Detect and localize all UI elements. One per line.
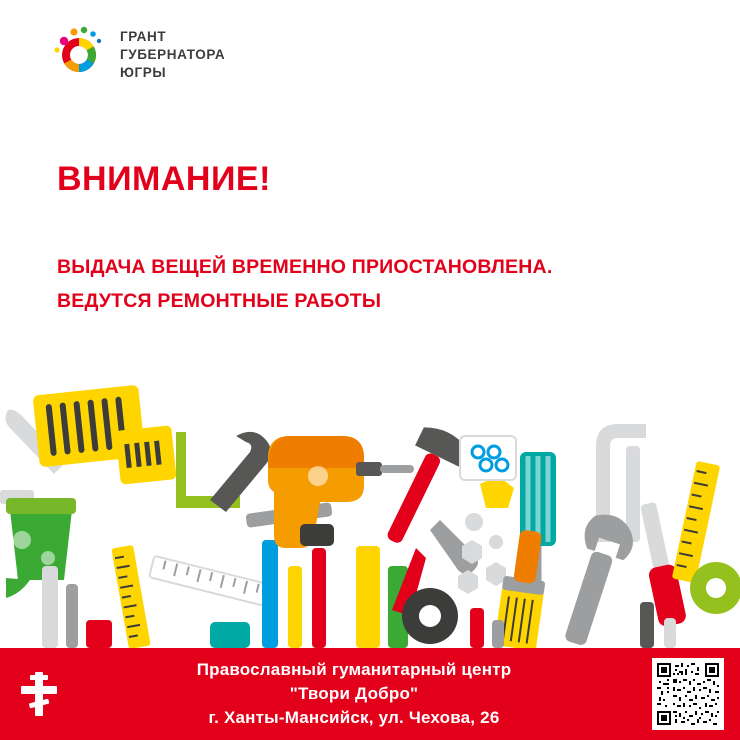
footer-bar — [0, 648, 740, 740]
footer-text — [78, 658, 740, 730]
orthodox-cross-icon — [0, 668, 78, 720]
logo-mark-icon — [48, 24, 110, 86]
logo-line-2: ГУБЕРНАТОРА — [120, 47, 226, 63]
attention-heading: ВНИМАНИЕ! — [57, 160, 271, 198]
repair-tools-illustration — [0, 370, 740, 648]
logo — [48, 24, 225, 86]
notice-line-1: ВЫДАЧА ВЕЩЕЙ ВРЕМЕННО ПРИОСТАНОВЛЕНА. — [57, 256, 553, 278]
logo-text — [120, 28, 225, 81]
footer-line-2: "Твори Добро" — [289, 683, 419, 703]
notice-line-2: ВЕДУТСЯ РЕМОНТНЫЕ РАБОТЫ — [57, 290, 382, 313]
qr-code[interactable] — [652, 658, 724, 730]
logo-line-3: ЮГРЫ — [120, 64, 167, 80]
footer-line-1: Православный гуманитарный центр — [196, 659, 512, 679]
logo-line-1: ГРАНТ — [120, 29, 167, 45]
footer-line-3: г. Ханты-Мансийск, ул. Чехова, 26 — [208, 708, 500, 728]
notice-text — [57, 250, 552, 318]
